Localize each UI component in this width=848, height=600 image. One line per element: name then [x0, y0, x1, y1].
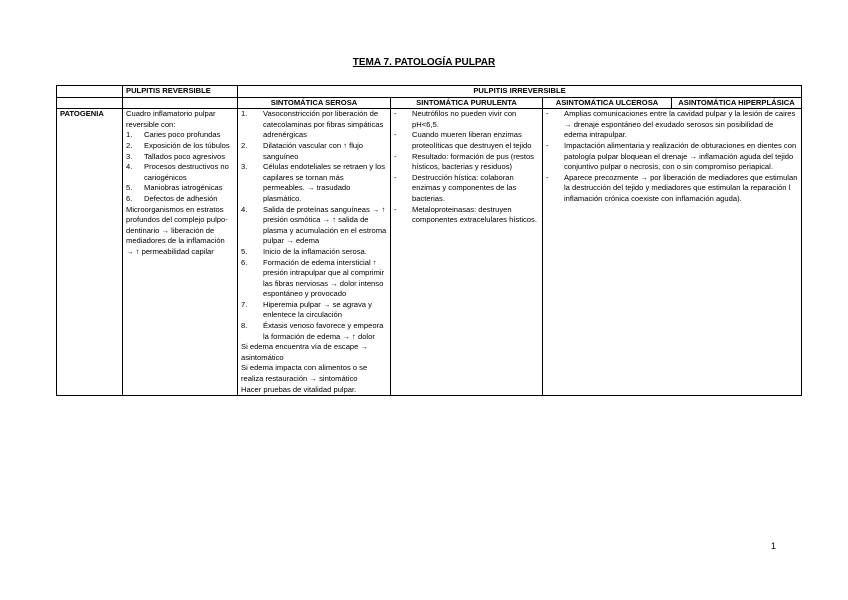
purulenta-cell	[391, 109, 543, 396]
list-item: - Resultado: formación de pus (restos hísticos, bacterias y residuos)	[394, 151, 534, 172]
serosa-note: Si edema encuentra vía de escape → asintomático	[241, 342, 369, 362]
serosa-list	[241, 109, 387, 342]
list-item: 1. Vasoconstricción por liberación de catecolaminas por fibras simpáticas adrenérgicas	[241, 109, 384, 140]
list-item: 7. Hiperemia pulpar → se agrava y enlentece la circulación	[241, 299, 372, 320]
header-empty-cell	[123, 97, 238, 109]
list-item: 3. Tallados poco agresivos	[126, 151, 226, 161]
header-empty-cell	[57, 86, 123, 98]
row-label: PATOGENIA	[57, 109, 123, 396]
page-number: 1	[771, 541, 777, 551]
patogenia-row	[57, 109, 802, 396]
list-item: 5. Inicio de la inflamación serosa.	[241, 246, 367, 256]
list-item: - Metaloproteinasas: destruyen componentes extracelulares hísticos.	[394, 204, 537, 225]
reversible-list	[126, 130, 234, 204]
reversible-intro: Cuadro inflamatorio pulpar reversible con:	[126, 109, 216, 129]
document-title: TEMA 7. PATOLOGÍA PULPAR	[352, 57, 496, 68]
list-item: - Amplias comunicaciones entre la cavidad pulpar y la lesión de caires → drenaje espontáneo del exudado serosos sin posibilidad de edema intrapulpar.	[546, 109, 796, 140]
serosa-note: Hacer pruebas de vitalidad pulpar.	[241, 384, 357, 394]
list-item: 3. Células endoteliales se retraen y los capilares se tornan más permeables. → trasudado plasmático.	[241, 162, 385, 203]
list-item: - Neutrófilos no pueden vivir con pH<6,5.	[394, 109, 517, 129]
header-ulcerosa: ASINTOMÁTICA ULCEROSA	[543, 97, 672, 109]
reversible-cell	[123, 109, 238, 396]
list-item: 4. Salida de proteínas sanguíneas → ↑ presión osmótica → ↑ salida de plasma y acumulación en el estroma pulpar → edema	[241, 204, 387, 246]
list-item: - Destrucción hística: colaboran enzimas y componentes de las bacterias.	[394, 172, 517, 203]
serosa-note: Si edema impacta con alimentos o se realiza restauración → sintomático	[241, 363, 368, 384]
header-serosa: SINTOMÁTICA SEROSA	[238, 97, 391, 109]
list-item: - Aparece precozmente → por liberación de mediadores que estimulan la destrucción del tejido y mediadores que estimulan la reparación l inflamación crónica coexiste con inflamación aguda).	[546, 172, 798, 203]
list-item: - Cuando mueren liberan enzimas proteolíticas que destruyen el tejido	[394, 130, 532, 150]
header-hiperplasica: ASINTOMÁTICA HIPERPLÁSICA	[672, 97, 802, 109]
list-item: 6. Defectos de adhesión	[126, 193, 218, 203]
list-item: - Impactación alimentaria y realización de obturaciones en dientes con patología pulpar bloquean el drenaje → inflamación aguda del tejido conjuntivo pulpar o necrosis, con o sin compromiso periapical.	[546, 140, 797, 172]
list-item: 8. Éxtasis venoso favorece y empeora la formación de edema → ↑ dolor	[241, 321, 384, 341]
list-item: 4. Procesos destructivos no cariogénicos	[126, 162, 229, 182]
header-purulenta: SINTOMÁTICA PURULENTA	[391, 97, 543, 109]
serosa-cell	[238, 109, 391, 396]
header-row-1	[57, 86, 802, 98]
header-reversible: PULPITIS REVERSIBLE	[123, 86, 238, 98]
list-item: 6. Formación de edema intersticial ↑ presión intrapulpar que al comprimir las fibras nerviosas → dolor intenso espontáneo y provocado	[241, 257, 385, 299]
list-item: 1. Caries poco profundas	[126, 130, 221, 140]
purulenta-list	[394, 109, 539, 226]
list-item: 2. Exposición de los túbulos	[126, 140, 230, 150]
pulpitis-table	[56, 85, 802, 396]
header-row-2	[57, 97, 802, 109]
reversible-outro: Microorganismos en estratos profundos del complejo pulpo-dentinario → liberación de mediadores de la inflamación → ↑ permeabilidad capilar	[126, 204, 228, 256]
asintomatica-cell	[543, 109, 802, 396]
list-item: 2. Dilatación vascular con ↑ flujo sanguíneo	[241, 140, 364, 161]
asintomatica-list	[546, 109, 798, 204]
header-empty-cell	[57, 97, 123, 109]
header-irreversible: PULPITIS IRREVERSIBLE	[238, 86, 802, 98]
list-item: 5. Maniobras iatrogénicas	[126, 183, 223, 193]
